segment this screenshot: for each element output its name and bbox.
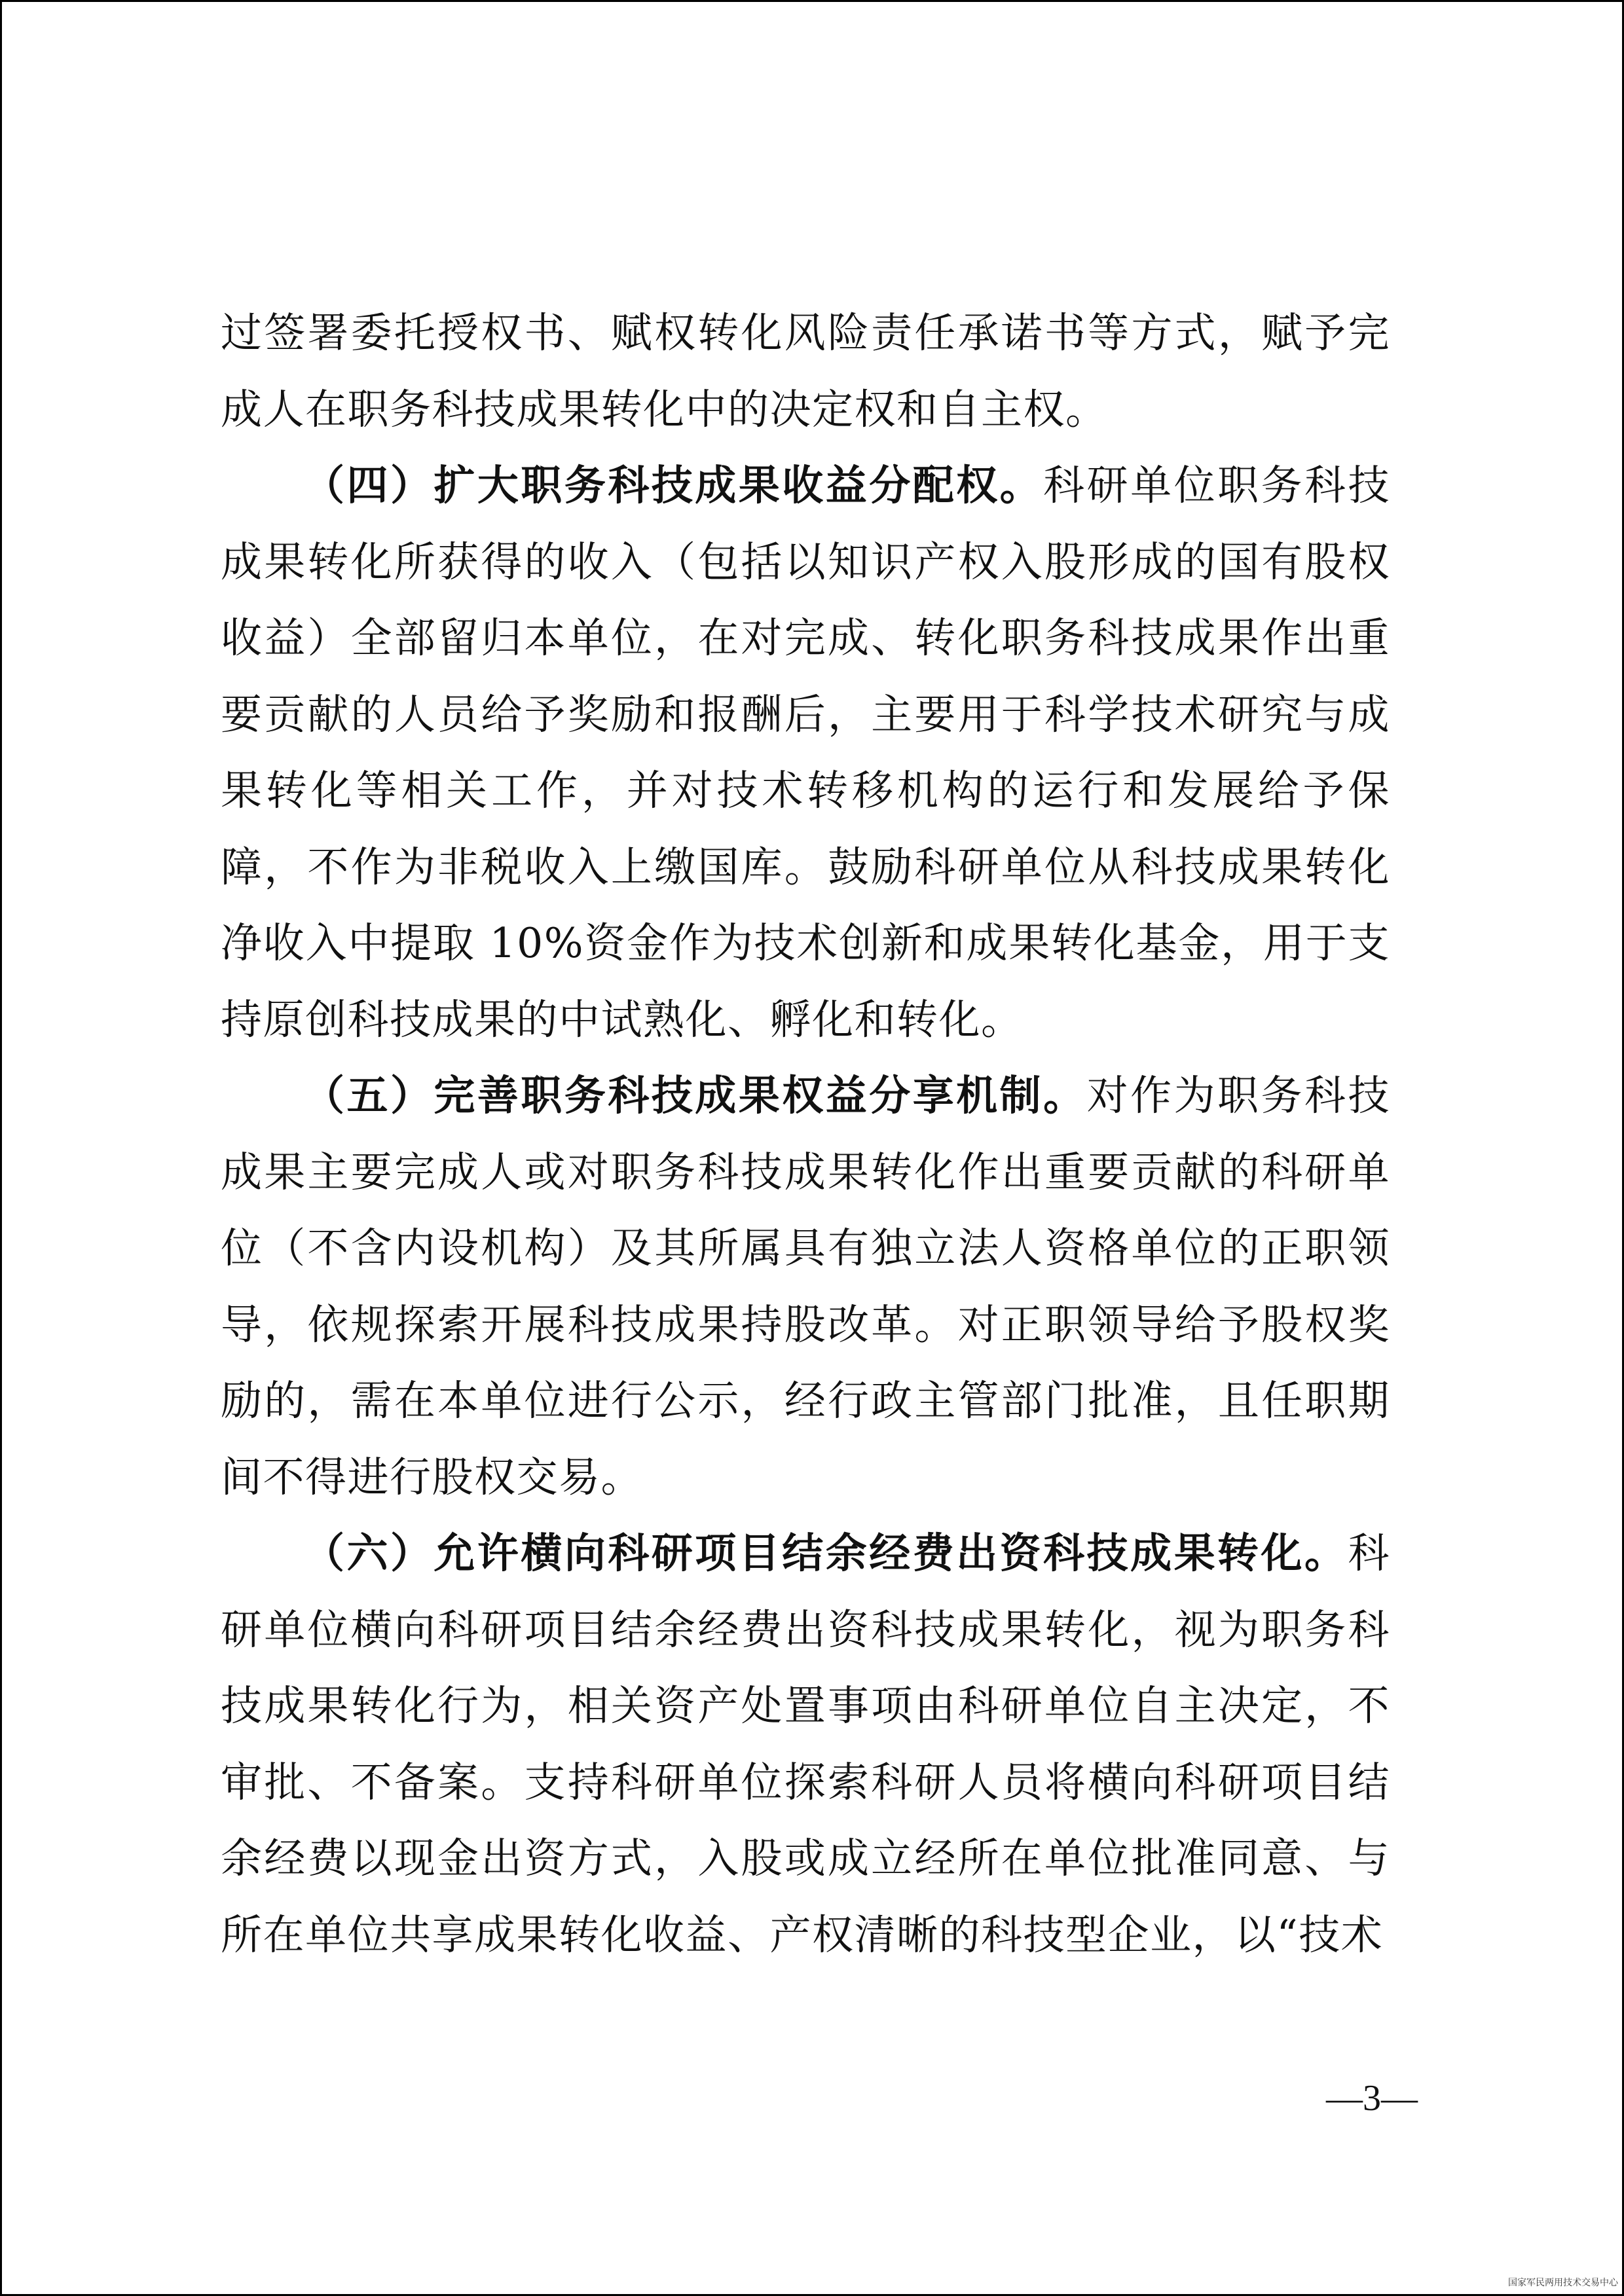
section-heading: （六）允许横向科研项目结余经费出资科技成果转化。: [303, 1529, 1348, 1577]
body-text: [221, 295, 1390, 1973]
paragraph-section-six: [221, 1516, 1390, 1973]
watermark-label: 国家军民两用技术交易中心: [1508, 2278, 1618, 2288]
paragraph-text: 科研单位横向科研项目结余经费出资科技成果转化，视为职务科技成果转化行为，相关资产处置事项由科研单位自主决定，不审批、不备案。支持科研单位探索科研人员将横向科研项目结余经费以现金出资方式，入股或成立经所在单位批准同意、与所在单位共享成果转化收益、产权清晰的科技型企业，以“技术: [221, 1529, 1390, 1959]
paragraph-text: 过签署委托授权书、赋权转化风险责任承诺书等方式，赋予完成人在职务科技成果转化中的决定权和自主权。: [221, 309, 1390, 433]
page-number: —3—: [1326, 2078, 1418, 2119]
paragraph-section-five: [221, 1058, 1390, 1516]
section-heading: （五）完善职务科技成果权益分享机制。: [303, 1072, 1087, 1120]
section-heading: （四）扩大职务科技成果收益分配权。: [303, 462, 1044, 509]
paragraph-continued: [221, 295, 1390, 448]
paragraph-text: 对作为职务科技成果主要完成人或对职务科技成果转化作出重要贡献的科研单位（不含内设机构）及其所属具有独立法人资格单位的正职领导，依规探索开展科技成果持股改革。对正职领导给予股权奖励的，需在本单位进行公示，经行政主管部门批准，且任职期间不得进行股权交易。: [221, 1072, 1390, 1501]
paragraph-section-four: [221, 448, 1390, 1058]
paragraph-text: 科研单位职务科技成果转化所获得的收入（包括以知识产权入股形成的国有股权收益）全部留归本单位，在对完成、转化职务科技成果作出重要贡献的人员给予奖励和报酬后，主要用于科学技术研究与成果转化等相关工作，并对技术转移机构的运行和发展给予保障，不作为非税收入上缴国库。鼓励科研单位从科技成果转化净收入中提取 10%资金作为技术创新和成果转化基金，用于支持原创科技成果的中试熟化、孵化和转化。: [221, 462, 1391, 1044]
